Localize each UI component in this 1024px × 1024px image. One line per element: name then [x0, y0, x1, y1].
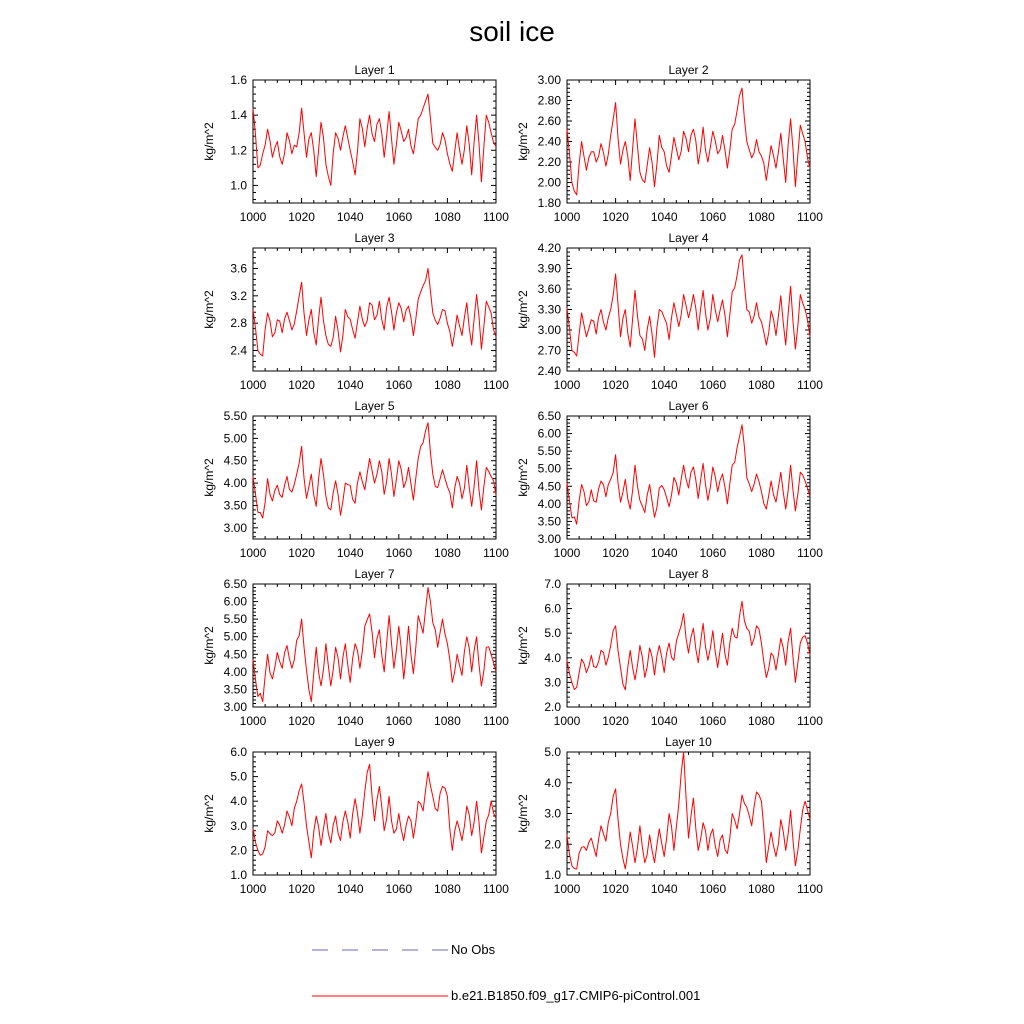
y-tick-label: 5.0 — [544, 626, 561, 641]
plot-frame — [567, 248, 810, 371]
x-tick-label: 1100 — [483, 210, 509, 224]
plot-frame — [253, 752, 496, 875]
y-tick-label: 2.40 — [537, 364, 561, 378]
x-tick-label: 1020 — [602, 714, 629, 728]
y-axis-label: kg/m^2 — [202, 626, 216, 665]
y-tick-label: 1.6 — [230, 73, 247, 87]
y-tick-label: 4.50 — [537, 479, 561, 494]
x-tick-label: 1060 — [385, 546, 413, 560]
x-tick-label: 1080 — [748, 210, 775, 224]
y-tick-label: 6.00 — [537, 426, 561, 441]
panel-title: Layer 4 — [668, 231, 709, 245]
x-tick-label: 1000 — [239, 714, 267, 728]
series-line — [567, 425, 810, 524]
panel-title: Layer 2 — [668, 63, 709, 77]
x-tick-label: 1100 — [797, 882, 823, 896]
x-tick-label: 1080 — [434, 546, 461, 560]
chart-panel-1 — [202, 63, 509, 224]
y-tick-label: 5.00 — [223, 629, 247, 644]
x-tick-label: 1060 — [699, 378, 727, 392]
x-tick-label: 1100 — [483, 546, 509, 560]
y-tick-label: 3.60 — [537, 282, 561, 296]
y-tick-label: 6.0 — [230, 745, 247, 759]
chart-panel-10 — [516, 735, 823, 896]
x-tick-label: 1060 — [699, 882, 727, 896]
y-tick-label: 3.50 — [223, 682, 247, 697]
y-axis-label: kg/m^2 — [516, 626, 530, 665]
y-tick-label: 3.00 — [223, 700, 247, 714]
series-line — [567, 88, 810, 195]
y-tick-label: 3.30 — [537, 302, 561, 317]
chart-panel-6 — [516, 399, 823, 560]
x-tick-label: 1000 — [239, 546, 267, 560]
panel-title: Layer 6 — [668, 399, 709, 413]
plot-frame — [567, 80, 810, 203]
series-line — [253, 94, 496, 185]
chart-panel-4 — [516, 231, 823, 392]
y-tick-label: 2.40 — [537, 134, 561, 149]
y-tick-label: 5.00 — [223, 431, 247, 446]
x-tick-label: 1020 — [288, 210, 315, 224]
x-tick-label: 1040 — [650, 882, 678, 896]
y-tick-label: 6.00 — [223, 594, 247, 609]
x-tick-label: 1000 — [553, 882, 581, 896]
y-tick-label: 3.00 — [223, 520, 247, 535]
panel-title: Layer 9 — [354, 735, 395, 749]
plot-frame — [253, 248, 496, 371]
y-tick-label: 3.0 — [544, 675, 561, 690]
y-tick-label: 5.0 — [544, 745, 561, 759]
y-tick-label: 2.0 — [230, 843, 247, 858]
y-tick-label: 2.4 — [230, 343, 247, 358]
y-tick-label: 3.50 — [223, 498, 247, 513]
series-line — [567, 601, 810, 690]
x-tick-label: 1060 — [385, 714, 413, 728]
x-tick-label: 1100 — [483, 378, 509, 392]
x-tick-label: 1040 — [336, 210, 364, 224]
y-tick-label: 2.80 — [537, 93, 561, 108]
x-tick-label: 1060 — [699, 714, 727, 728]
plot-frame — [253, 416, 496, 539]
y-tick-label: 3.6 — [230, 261, 247, 276]
y-tick-label: 7.0 — [544, 577, 561, 591]
panel-title: Layer 7 — [354, 567, 395, 581]
y-tick-label: 3.2 — [230, 288, 247, 303]
x-tick-label: 1080 — [434, 714, 461, 728]
y-tick-label: 2.60 — [537, 114, 561, 128]
y-axis-label: kg/m^2 — [202, 122, 216, 161]
x-tick-label: 1080 — [434, 210, 461, 224]
x-tick-label: 1040 — [650, 546, 678, 560]
x-tick-label: 1060 — [699, 546, 727, 560]
y-tick-label: 3.00 — [537, 73, 561, 87]
x-tick-label: 1080 — [434, 378, 461, 392]
panel-title: Layer 3 — [354, 231, 395, 245]
y-tick-label: 1.80 — [537, 196, 561, 210]
y-tick-label: 2.0 — [544, 837, 561, 852]
series-line — [253, 423, 496, 518]
legend-obs-label: No Obs — [451, 942, 496, 957]
x-tick-label: 1040 — [336, 378, 364, 392]
chart-panel-9 — [202, 735, 509, 896]
x-tick-label: 1040 — [336, 546, 364, 560]
y-axis-label: kg/m^2 — [202, 458, 216, 497]
y-tick-label: 5.50 — [537, 444, 561, 459]
y-tick-label: 3.00 — [537, 532, 561, 546]
y-tick-label: 5.50 — [223, 409, 247, 423]
y-axis-label: kg/m^2 — [202, 794, 216, 833]
y-tick-label: 6.0 — [544, 601, 561, 616]
y-axis-label: kg/m^2 — [516, 290, 530, 329]
plot-frame — [567, 416, 810, 539]
y-tick-label: 2.0 — [544, 700, 561, 714]
x-tick-label: 1040 — [650, 714, 678, 728]
y-tick-label: 6.50 — [223, 577, 247, 591]
x-tick-label: 1080 — [434, 882, 461, 896]
x-tick-label: 1020 — [602, 882, 629, 896]
panel-title: Layer 1 — [354, 63, 395, 77]
x-tick-label: 1060 — [699, 210, 727, 224]
x-tick-label: 1040 — [650, 210, 678, 224]
x-tick-label: 1020 — [288, 714, 315, 728]
y-axis-label: kg/m^2 — [202, 290, 216, 329]
x-tick-label: 1020 — [288, 882, 315, 896]
x-tick-label: 1100 — [797, 714, 823, 728]
chart-panel-8 — [516, 567, 823, 728]
panel-title: Layer 5 — [354, 399, 395, 413]
x-tick-label: 1080 — [748, 378, 775, 392]
y-tick-label: 6.50 — [537, 409, 561, 423]
series-line — [253, 588, 496, 702]
panel-title: Layer 10 — [665, 735, 712, 749]
x-tick-label: 1000 — [553, 546, 581, 560]
x-tick-label: 1100 — [797, 546, 823, 560]
y-tick-label: 4.0 — [230, 794, 247, 809]
y-tick-label: 1.0 — [230, 868, 247, 882]
y-tick-label: 4.00 — [537, 496, 561, 511]
plot-frame — [253, 584, 496, 707]
x-tick-label: 1020 — [288, 546, 315, 560]
x-tick-label: 1000 — [239, 378, 267, 392]
y-axis-label: kg/m^2 — [516, 458, 530, 497]
y-tick-label: 4.00 — [223, 664, 247, 679]
chart-panel-3 — [202, 231, 509, 392]
y-tick-label: 3.90 — [537, 261, 561, 276]
x-tick-label: 1000 — [553, 378, 581, 392]
chart-panel-2 — [516, 63, 823, 224]
chart-panel-7 — [202, 567, 509, 728]
chart-panel-5 — [202, 399, 509, 560]
plot-frame — [567, 584, 810, 707]
y-tick-label: 4.0 — [544, 775, 561, 790]
x-tick-label: 1040 — [336, 882, 364, 896]
x-tick-label: 1060 — [385, 210, 413, 224]
x-tick-label: 1060 — [385, 882, 413, 896]
x-tick-label: 1020 — [602, 378, 629, 392]
y-tick-label: 3.50 — [537, 514, 561, 529]
y-tick-label: 4.00 — [223, 476, 247, 491]
y-tick-label: 1.0 — [544, 868, 561, 882]
x-tick-label: 1000 — [553, 714, 581, 728]
y-tick-label: 4.50 — [223, 647, 247, 662]
x-tick-label: 1020 — [288, 378, 315, 392]
x-tick-label: 1060 — [385, 378, 413, 392]
y-axis-label: kg/m^2 — [516, 122, 530, 161]
x-tick-label: 1080 — [748, 882, 775, 896]
series-line — [567, 255, 810, 357]
y-axis-label: kg/m^2 — [516, 794, 530, 833]
x-tick-label: 1080 — [748, 546, 775, 560]
series-line — [567, 752, 810, 869]
y-tick-label: 2.20 — [537, 155, 561, 169]
y-tick-label: 3.0 — [230, 818, 247, 833]
x-tick-label: 1000 — [239, 210, 267, 224]
x-tick-label: 1040 — [650, 378, 678, 392]
y-tick-label: 5.50 — [223, 612, 247, 627]
series-line — [253, 269, 496, 357]
y-tick-label: 5.0 — [230, 769, 247, 784]
x-tick-label: 1020 — [602, 210, 629, 224]
y-tick-label: 2.8 — [230, 316, 247, 331]
page-title: soil ice — [469, 16, 555, 47]
y-tick-label: 4.20 — [537, 241, 561, 255]
x-tick-label: 1100 — [797, 378, 823, 392]
x-tick-label: 1040 — [336, 714, 364, 728]
y-tick-label: 3.0 — [544, 806, 561, 821]
plot-frame — [567, 752, 810, 875]
x-tick-label: 1100 — [483, 882, 509, 896]
x-tick-label: 1020 — [602, 546, 629, 560]
series-line — [253, 764, 496, 858]
y-tick-label: 1.4 — [230, 108, 247, 123]
x-tick-label: 1100 — [797, 210, 823, 224]
x-tick-label: 1100 — [483, 714, 509, 728]
legend-model-label: b.e21.B1850.f09_g17.CMIP6-piControl.001 — [451, 988, 701, 1003]
x-tick-label: 1000 — [553, 210, 581, 224]
y-tick-label: 1.0 — [230, 178, 247, 193]
y-tick-label: 2.00 — [537, 175, 561, 190]
y-tick-label: 1.2 — [230, 143, 247, 158]
y-tick-label: 3.00 — [537, 323, 561, 337]
y-tick-label: 2.70 — [537, 343, 561, 358]
y-tick-label: 5.00 — [537, 461, 561, 476]
x-tick-label: 1000 — [239, 882, 267, 896]
panel-title: Layer 8 — [668, 567, 709, 581]
x-tick-label: 1080 — [748, 714, 775, 728]
y-tick-label: 4.50 — [223, 453, 247, 468]
y-tick-label: 4.0 — [544, 650, 561, 665]
